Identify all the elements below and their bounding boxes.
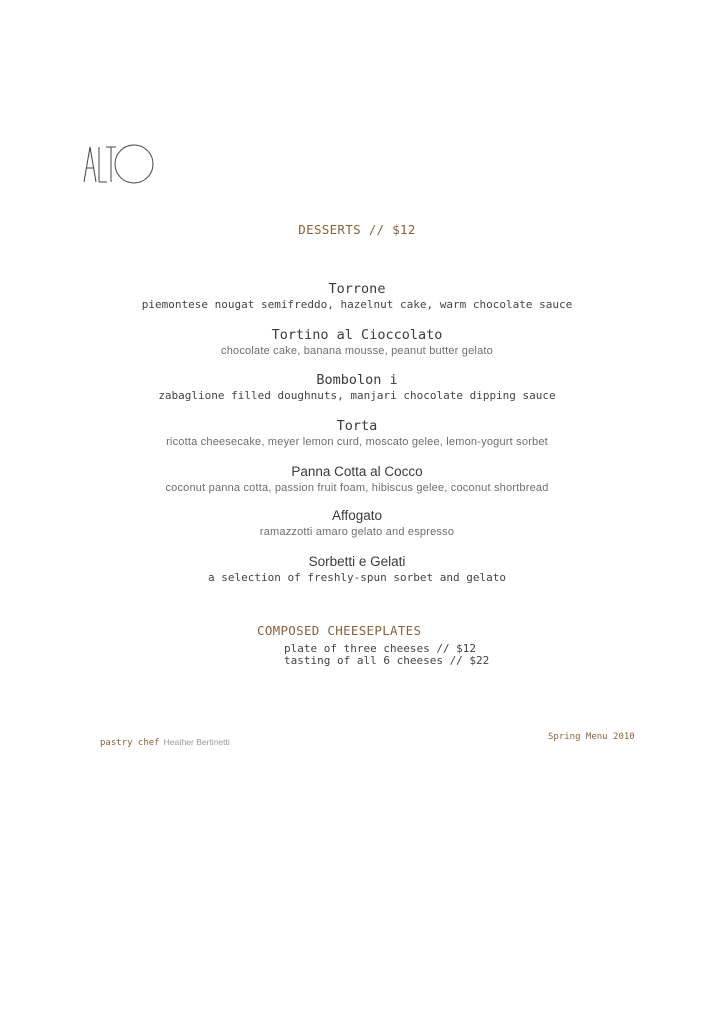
item-name: Torrone xyxy=(328,281,386,297)
menu-season: Spring Menu 2010 xyxy=(548,732,635,742)
item-name: Panna Cotta al Cocco xyxy=(291,464,423,479)
menu-item-torta xyxy=(0,417,714,449)
menu-item-bomboloni xyxy=(0,371,714,403)
menu-item-torrone xyxy=(0,280,714,312)
pastry-chef-label: pastry chef xyxy=(100,738,160,748)
pastry-chef-name: Heather Bertinetti xyxy=(163,737,230,747)
cheeseplate-prices xyxy=(284,643,489,667)
menu-item-sorbetti xyxy=(0,553,714,585)
item-description: chocolate cake, banana mousse, peanut butter gelato xyxy=(221,345,493,357)
menu-item-panna-cotta xyxy=(0,463,714,495)
item-description: piemontese nougat semifreddo, hazelnut cake, warm chocolate sauce xyxy=(141,298,573,311)
item-description: zabaglione filled doughnuts, manjari chocolate dipping sauce xyxy=(158,389,556,402)
alto-logo xyxy=(82,142,158,186)
cheeseplates-heading: COMPOSED CHEESEPLATES xyxy=(257,623,422,638)
cheese-price-line: tasting of all 6 cheeses // $22 xyxy=(284,654,490,667)
menu-item-tortino xyxy=(0,326,714,358)
item-description: a selection of freshly-spun sorbet and gelato xyxy=(207,571,506,584)
item-name: Tortino al Cioccolato xyxy=(271,327,443,343)
item-name: Bombolon i xyxy=(316,372,398,388)
cheese-price-line: plate of three cheeses // $12 xyxy=(284,642,477,655)
pastry-chef-credit xyxy=(100,732,230,750)
item-description: coconut panna cotta, passion fruit foam, hibiscus gelee, coconut shortbread xyxy=(165,482,549,494)
menu-item-affogato xyxy=(0,507,714,539)
item-name: Sorbetti e Gelati xyxy=(308,554,406,569)
item-name: Torta xyxy=(336,418,378,434)
item-description: ramazzotti amaro gelato and espresso xyxy=(259,526,455,538)
item-name: Affogato xyxy=(331,508,383,523)
desserts-heading: DESSERTS // $12 xyxy=(298,222,416,237)
alto-logo-mark xyxy=(82,142,158,186)
item-description: ricotta cheesecake, meyer lemon curd, moscato gelee, lemon-yogurt sorbet xyxy=(166,436,548,448)
